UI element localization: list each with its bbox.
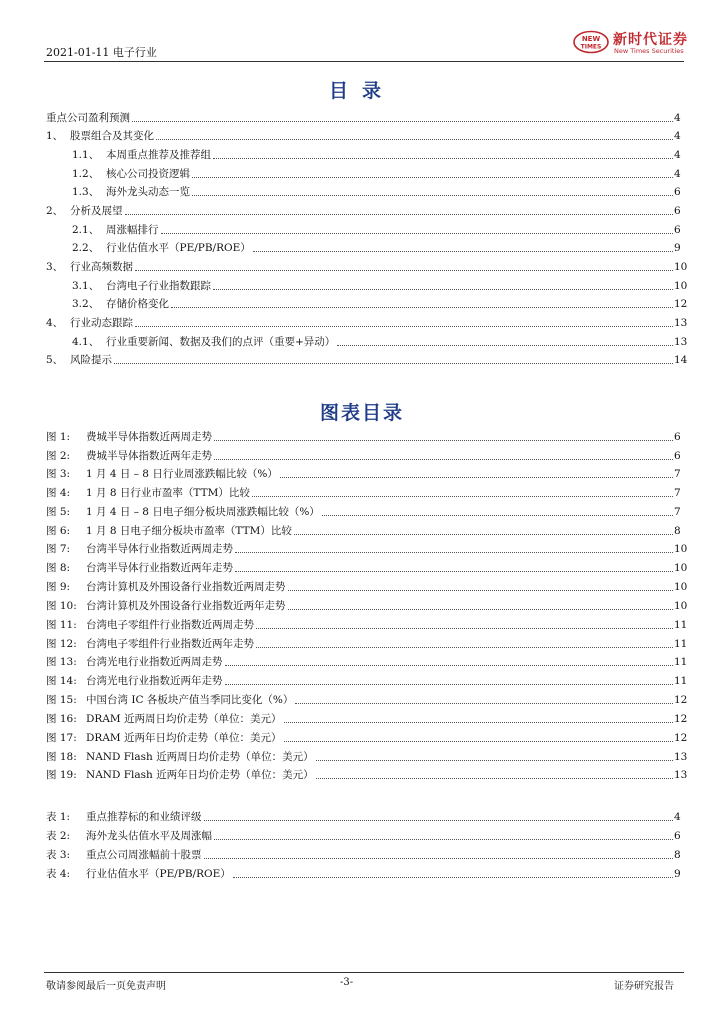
figure-leader-dots bbox=[225, 684, 674, 685]
toc-leader-dots bbox=[135, 270, 673, 271]
figure-entry[interactable] bbox=[46, 729, 688, 745]
figure-entry-label: 1 月 4 日 – 8 日电子细分板块周涨跌幅比较（%） bbox=[86, 506, 320, 518]
figure-leader-dots bbox=[214, 459, 673, 460]
figure-entry-number: 图 11: bbox=[46, 619, 77, 631]
figure-entry-page: 13 bbox=[674, 751, 688, 763]
toc-leader-dots bbox=[192, 195, 673, 196]
table-entry[interactable] bbox=[46, 827, 682, 843]
toc-entry[interactable] bbox=[46, 258, 688, 274]
toc-entry-number: 2.1、 bbox=[72, 224, 100, 236]
figure-entry-number: 图 14: bbox=[46, 675, 77, 687]
toc-entry-number: 2、 bbox=[46, 205, 64, 217]
figure-entry-page: 11 bbox=[674, 619, 688, 631]
figure-entry-page: 7 bbox=[674, 487, 681, 499]
toc-entry-label: 行业重要新闻、数据及我们的点评（重要+异动） bbox=[106, 336, 336, 348]
footer-report-type: 证券研究报告 bbox=[614, 981, 674, 992]
figure-entry[interactable] bbox=[46, 540, 688, 556]
figure-entry-page: 10 bbox=[674, 543, 688, 555]
toc-entry-number: 1.1、 bbox=[72, 149, 100, 161]
figure-entry-page: 11 bbox=[674, 675, 688, 687]
figure-entry-label: 台湾电子零组件行业指数近两周走势 bbox=[86, 619, 254, 631]
toc-entry-label: 周涨幅排行 bbox=[106, 224, 159, 236]
figure-leader-dots bbox=[288, 590, 674, 591]
figure-entry-number: 图 18: bbox=[46, 751, 77, 763]
toc-entry-page: 10 bbox=[674, 280, 688, 292]
figure-entry-page: 12 bbox=[674, 732, 688, 744]
figure-entry-label: 台湾电子零组件行业指数近两年走势 bbox=[86, 638, 254, 650]
toc-entry-page: 13 bbox=[674, 336, 688, 348]
toc-entry-number: 1.3、 bbox=[72, 186, 100, 198]
toc-entry-label: 行业估值水平（PE/PB/ROE） bbox=[106, 242, 251, 254]
toc-leader-dots bbox=[125, 214, 674, 215]
figure-leader-dots bbox=[214, 440, 673, 441]
figure-entry-label: 费城半导体指数近两年走势 bbox=[86, 450, 212, 462]
figure-entry-label: 台湾计算机及外围设备行业指数近两周走势 bbox=[86, 581, 286, 593]
toc-entry-label: 海外龙头动态一览 bbox=[106, 186, 190, 198]
table-entry-label: 重点推荐标的和业绩评级 bbox=[86, 811, 202, 823]
figure-entry-label: 1 月 8 日电子细分板块市盈率（TTM）比较 bbox=[86, 525, 292, 537]
figure-entry[interactable] bbox=[46, 428, 682, 444]
figure-entry[interactable] bbox=[46, 503, 682, 519]
toc-leader-dots bbox=[114, 363, 673, 364]
figure-leader-dots bbox=[235, 552, 673, 553]
toc-entry[interactable] bbox=[72, 146, 682, 162]
header-date: 2021-01-11 bbox=[46, 46, 110, 59]
figure-entry[interactable] bbox=[46, 597, 688, 613]
table-entry-page: 6 bbox=[674, 830, 681, 842]
toc-entry[interactable] bbox=[46, 314, 688, 330]
toc-entry-page: 10 bbox=[674, 261, 688, 273]
toc-entry-label: 行业高频数据 bbox=[70, 261, 133, 273]
table-entry-number: 表 4: bbox=[46, 868, 71, 880]
toc-entry-page: 13 bbox=[674, 317, 688, 329]
figure-entry-label: 1 月 4 日 – 8 日行业周涨跌幅比较（%） bbox=[86, 468, 278, 480]
figure-entry-page: 11 bbox=[674, 638, 688, 650]
toc-entry-number: 3、 bbox=[46, 261, 64, 273]
figure-entry-number: 图 5: bbox=[46, 506, 71, 518]
figure-entry-number: 图 13: bbox=[46, 656, 77, 668]
figure-entry-number: 图 16: bbox=[46, 713, 77, 725]
toc-leader-dots bbox=[171, 307, 673, 308]
logo-badge-bottom: TIMES bbox=[580, 43, 602, 51]
figure-entry-number: 图 9: bbox=[46, 581, 71, 593]
figure-entry-label: 台湾计算机及外围设备行业指数近两年走势 bbox=[86, 600, 286, 612]
toc-entry-label: 行业动态跟踪 bbox=[70, 317, 133, 329]
table-entry-page: 4 bbox=[674, 811, 681, 823]
footer-disclaimer: 敬请参阅最后一页免责声明 bbox=[46, 981, 166, 992]
toc-leader-dots bbox=[161, 233, 674, 234]
toc-leader-dots bbox=[337, 345, 673, 346]
figure-entry-label: 费城半导体指数近两周走势 bbox=[86, 431, 212, 443]
figure-entry-label: NAND Flash 近两年日均价走势（单位：美元） bbox=[86, 769, 314, 781]
figure-leader-dots bbox=[288, 609, 674, 610]
toc-entry-number: 3.1、 bbox=[72, 280, 100, 292]
figure-entry-page: 8 bbox=[674, 525, 681, 537]
figure-entry-label: 台湾半导体行业指数近两周走势 bbox=[86, 543, 233, 555]
toc-entry[interactable] bbox=[46, 351, 688, 367]
toc-leader-dots bbox=[213, 158, 673, 159]
toc-entry[interactable] bbox=[72, 165, 682, 181]
figure-entry[interactable] bbox=[46, 484, 682, 500]
figure-entry-label: 台湾光电行业指数近两周走势 bbox=[86, 656, 223, 668]
figure-entry-number: 图 1: bbox=[46, 431, 71, 443]
toc-entry-label: 台湾电子行业指数跟踪 bbox=[106, 280, 211, 292]
toc-entry[interactable] bbox=[72, 277, 688, 293]
toc-entry-page: 4 bbox=[674, 130, 681, 142]
figure-entry-number: 图 10: bbox=[46, 600, 77, 612]
toc-entry[interactable] bbox=[46, 109, 682, 125]
figure-entry-page: 11 bbox=[674, 656, 688, 668]
toc-leader-dots bbox=[192, 177, 673, 178]
figure-entry-number: 图 12: bbox=[46, 638, 77, 650]
figure-entry-number: 图 7: bbox=[46, 543, 71, 555]
toc-leader-dots bbox=[156, 139, 673, 140]
figure-entry-page: 7 bbox=[674, 468, 681, 480]
header-date-industry bbox=[46, 44, 157, 60]
figure-leader-dots bbox=[316, 778, 673, 779]
figure-entry-number: 图 17: bbox=[46, 732, 77, 744]
toc-entry[interactable] bbox=[72, 295, 688, 311]
figure-entry-label: 台湾光电行业指数近两年走势 bbox=[86, 675, 223, 687]
logo-badge-icon bbox=[572, 30, 610, 54]
figure-entry[interactable] bbox=[46, 522, 682, 538]
table-entry-number: 表 2: bbox=[46, 830, 71, 842]
table-entry[interactable] bbox=[46, 865, 682, 881]
figure-entry-page: 7 bbox=[674, 506, 681, 518]
table-entry-number: 表 1: bbox=[46, 811, 71, 823]
logo-chinese-name: 新时代证券 bbox=[613, 32, 688, 48]
figure-entry-page: 12 bbox=[674, 713, 688, 725]
table-leader-dots bbox=[233, 877, 673, 878]
table-entry-label: 海外龙头估值水平及周涨幅 bbox=[86, 830, 212, 842]
figure-entry[interactable] bbox=[46, 465, 682, 481]
figure-leader-dots bbox=[280, 477, 673, 478]
figure-entry[interactable] bbox=[46, 748, 688, 764]
logo-badge-top: NEW bbox=[581, 35, 601, 43]
toc-entry-label: 存储价格变化 bbox=[106, 298, 169, 310]
figure-leader-dots bbox=[284, 722, 674, 723]
figure-entry-number: 图 19: bbox=[46, 769, 77, 781]
header-industry: 电子行业 bbox=[112, 46, 157, 59]
toc-entry-page: 4 bbox=[674, 149, 681, 161]
figure-entry-number: 图 4: bbox=[46, 487, 71, 499]
table-entry-page: 8 bbox=[674, 849, 681, 861]
figure-leader-dots bbox=[256, 628, 673, 629]
table-entry[interactable] bbox=[46, 846, 682, 862]
figure-entry-page: 6 bbox=[674, 450, 681, 462]
table-entry[interactable] bbox=[46, 808, 682, 824]
figure-entry-label: DRAM 近两周日均价走势（单位：美元） bbox=[86, 713, 282, 725]
figure-leader-dots bbox=[322, 515, 673, 516]
figures-title: 图表目录 bbox=[319, 402, 404, 424]
figure-entry-label: DRAM 近两年日均价走势（单位：美元） bbox=[86, 732, 282, 744]
table-leader-dots bbox=[204, 858, 674, 859]
table-entry-page: 9 bbox=[674, 868, 681, 880]
table-entry-number: 表 3: bbox=[46, 849, 71, 861]
toc-entry[interactable] bbox=[72, 183, 682, 199]
figure-entry-label: 台湾半导体行业指数近两年走势 bbox=[86, 562, 233, 574]
figure-entry-page: 12 bbox=[674, 694, 688, 706]
toc-entry-page: 4 bbox=[674, 112, 681, 124]
toc-entry-label: 核心公司投资逻辑 bbox=[106, 168, 190, 180]
footer-divider bbox=[44, 972, 684, 973]
toc-entry[interactable] bbox=[72, 221, 682, 237]
toc-entry-number: 4.1、 bbox=[72, 336, 100, 348]
table-leader-dots bbox=[214, 839, 673, 840]
toc-entry[interactable] bbox=[72, 333, 688, 349]
figure-leader-dots bbox=[295, 703, 673, 704]
toc-entry[interactable] bbox=[72, 239, 682, 255]
figure-entry-number: 图 15: bbox=[46, 694, 77, 706]
toc-entry-label: 本周重点推荐及推荐组 bbox=[106, 149, 211, 161]
table-leader-dots bbox=[204, 820, 674, 821]
figure-entry-page: 10 bbox=[674, 562, 688, 574]
figure-leader-dots bbox=[235, 571, 673, 572]
toc-entry-number: 1.2、 bbox=[72, 168, 100, 180]
toc-entry-page: 12 bbox=[674, 298, 688, 310]
toc-entry[interactable] bbox=[46, 127, 682, 143]
toc-entry-page: 6 bbox=[674, 224, 681, 236]
figure-entry[interactable] bbox=[46, 447, 682, 463]
toc-entry[interactable] bbox=[46, 202, 682, 218]
toc-title: 目录 bbox=[328, 80, 395, 102]
toc-entry-number: 3.2、 bbox=[72, 298, 100, 310]
figure-entry-label: 1 月 8 日行业市盈率（TTM）比较 bbox=[86, 487, 250, 499]
table-entry-label: 行业估值水平（PE/PB/ROE） bbox=[86, 868, 231, 880]
toc-entry-label: 重点公司盈利预测 bbox=[46, 112, 130, 124]
figure-leader-dots bbox=[252, 496, 673, 497]
toc-entry-number: 4、 bbox=[46, 317, 64, 329]
figure-entry-page: 6 bbox=[674, 431, 681, 443]
company-logo bbox=[572, 28, 692, 58]
figure-entry[interactable] bbox=[46, 635, 688, 651]
figure-leader-dots bbox=[294, 534, 673, 535]
figure-leader-dots bbox=[316, 760, 673, 761]
figure-entry[interactable] bbox=[46, 691, 688, 707]
figure-entry[interactable] bbox=[46, 672, 688, 688]
toc-leader-dots bbox=[132, 121, 673, 122]
header-divider bbox=[44, 61, 684, 62]
figure-entry[interactable] bbox=[46, 710, 688, 726]
figure-leader-dots bbox=[284, 741, 674, 742]
toc-leader-dots bbox=[253, 251, 673, 252]
table-entry-label: 重点公司周涨幅前十股票 bbox=[86, 849, 202, 861]
figure-leader-dots bbox=[225, 665, 674, 666]
figure-entry-label: 中国台湾 IC 各板块产值当季同比变化（%） bbox=[86, 694, 294, 706]
figure-entry-page: 10 bbox=[674, 600, 688, 612]
figure-entry-page: 13 bbox=[674, 769, 688, 781]
figure-leader-dots bbox=[256, 647, 673, 648]
figure-entry[interactable] bbox=[46, 578, 688, 594]
toc-entry-number: 2.2、 bbox=[72, 242, 100, 254]
figure-entry-label: NAND Flash 近两周日均价走势（单位：美元） bbox=[86, 751, 314, 763]
figure-entry-number: 图 8: bbox=[46, 562, 71, 574]
toc-entry-number: 5、 bbox=[46, 354, 64, 366]
toc-entry-page: 14 bbox=[674, 354, 688, 366]
toc-leader-dots bbox=[213, 289, 673, 290]
footer-page-number: -3- bbox=[340, 977, 354, 988]
figure-entry-number: 图 6: bbox=[46, 525, 71, 537]
figure-entry[interactable] bbox=[46, 766, 688, 782]
toc-entry-page: 6 bbox=[674, 205, 681, 217]
toc-leader-dots bbox=[135, 326, 673, 327]
toc-entry-page: 4 bbox=[674, 168, 681, 180]
figure-entry-number: 图 2: bbox=[46, 450, 71, 462]
figure-entry-page: 10 bbox=[674, 581, 688, 593]
logo-english-name: New Times Securities bbox=[614, 47, 684, 55]
figure-entry[interactable] bbox=[46, 559, 688, 575]
figure-entry[interactable] bbox=[46, 616, 688, 632]
toc-entry-label: 股票组合及其变化 bbox=[70, 130, 154, 142]
figure-entry-number: 图 3: bbox=[46, 468, 71, 480]
toc-entry-page: 9 bbox=[674, 242, 681, 254]
figure-entry[interactable] bbox=[46, 653, 688, 669]
toc-entry-number: 1、 bbox=[46, 130, 64, 142]
toc-entry-label: 分析及展望 bbox=[70, 205, 123, 217]
toc-entry-page: 6 bbox=[674, 186, 681, 198]
toc-entry-label: 风险提示 bbox=[70, 354, 112, 366]
